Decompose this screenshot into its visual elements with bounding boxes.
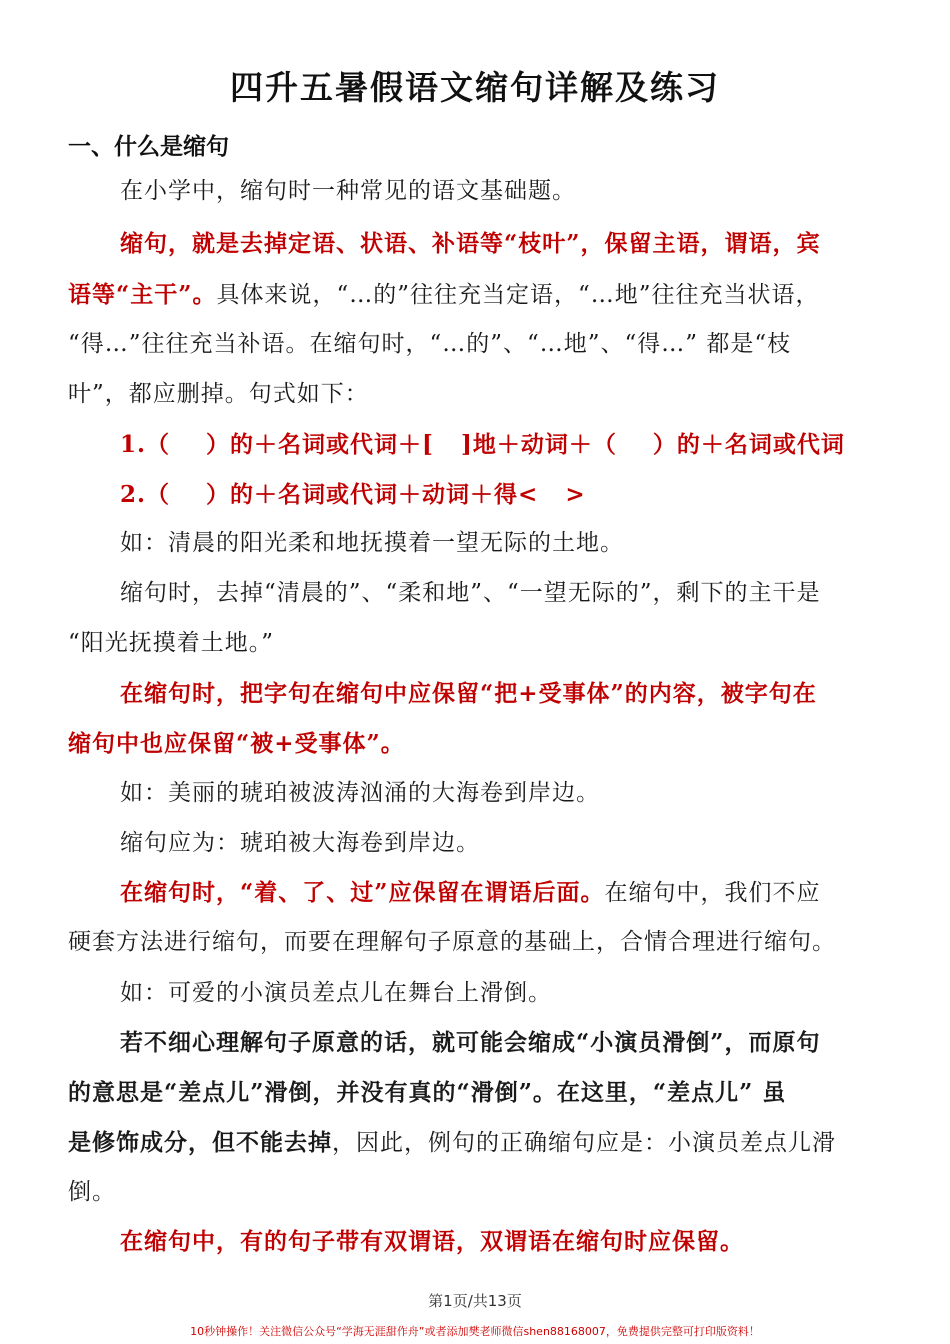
footer-notice: 10秒钟操作！关注微信公众号“学海无涯甜作舟”或者添加樊老师微信shen88168007，免费提供完整可打印版资料！ xyxy=(190,1325,760,1338)
example-3-explanation-3 xyxy=(68,1131,883,1155)
example-1-explanation-1: 缩句时，去掉“清晨的”、“柔和地”、“一望无际的”，剩下的主干是 xyxy=(120,580,821,606)
page-title: 四升五暑假语文缩句详解及练习 xyxy=(230,68,720,107)
ba-bei-rule-2: 缩句中也应保留“被+受事体”。 xyxy=(68,730,405,757)
example-2-answer: 缩句应为：琥珀被大海卷到岸边。 xyxy=(120,830,480,856)
ba-bei-rule-1: 在缩句时，把字句在缩句中应保留“把+受事体”的内容，被字句在 xyxy=(120,680,817,707)
example-1-explanation-2: “阳光抚摸着土地。” xyxy=(68,630,275,656)
example-3-explanation-4: 倒。 xyxy=(68,1179,116,1205)
aspect-rule-line-2: 硬套方法进行缩句，而要在理解句子原意的基础上，合情合理进行缩句。 xyxy=(68,929,836,955)
section-heading: 一、什么是缩句 xyxy=(68,133,229,160)
example-2: 如：美丽的琥珀被波涛汹涌的大海卷到岸边。 xyxy=(120,780,600,806)
definition-line-4: 叶”，都应删掉。句式如下： xyxy=(68,381,369,407)
example-3: 如：可爱的小演员差点儿在舞台上滑倒。 xyxy=(120,980,552,1006)
example-3-emphasis: 是修饰成分，但不能去掉 xyxy=(68,1129,332,1156)
example-3-explanation-1: 若不细心理解句子原意的话，就可能会缩成“小演员滑倒”，而原句 xyxy=(120,1029,821,1056)
definition-detail: 具体来说，“…的”往往充当定语，“…地”往往充当状语， xyxy=(216,282,820,308)
example-3-explanation-2: 的意思是“差点儿”滑倒，并没有真的“滑倒”。在这里，“差点儿” 虽 xyxy=(68,1079,787,1106)
aspect-rule-emphasis: 在缩句时，“着、了、过”应保留在谓语后面。 xyxy=(120,879,605,906)
definition-line-2 xyxy=(68,283,883,307)
pattern-1: 1.（ ）的＋名词或代词＋[ ]地＋动词＋（ ）的＋名词或代词 xyxy=(120,431,845,458)
definition-line-1: 缩句，就是去掉定语、状语、补语等“枝叶”，保留主语，谓语，宾 xyxy=(120,230,821,257)
definition-line-3: “得…”往往充当补语。在缩句时，“…的”、“…地”、“得…” 都是“枝 xyxy=(68,331,792,357)
aspect-rule-line-1 xyxy=(120,881,883,905)
example-1: 如：清晨的阳光柔和地抚摸着一望无际的土地。 xyxy=(120,530,624,556)
aspect-rule-detail: 在缩句中，我们不应 xyxy=(604,880,821,906)
example-3-detail: ，因此，例句的正确缩句应是：小演员差点儿滑 xyxy=(332,1130,836,1156)
page-number: 第1页/共13页 xyxy=(428,1292,522,1310)
double-predicate-rule: 在缩句中，有的句子带有双谓语，双谓语在缩句时应保留。 xyxy=(120,1228,744,1255)
definition-emphasis: 语等“主干”。 xyxy=(68,281,217,308)
pattern-2: 2.（ ）的＋名词或代词＋动词＋得< > xyxy=(120,481,586,508)
intro-text: 在小学中，缩句时一种常见的语文基础题。 xyxy=(120,178,576,204)
